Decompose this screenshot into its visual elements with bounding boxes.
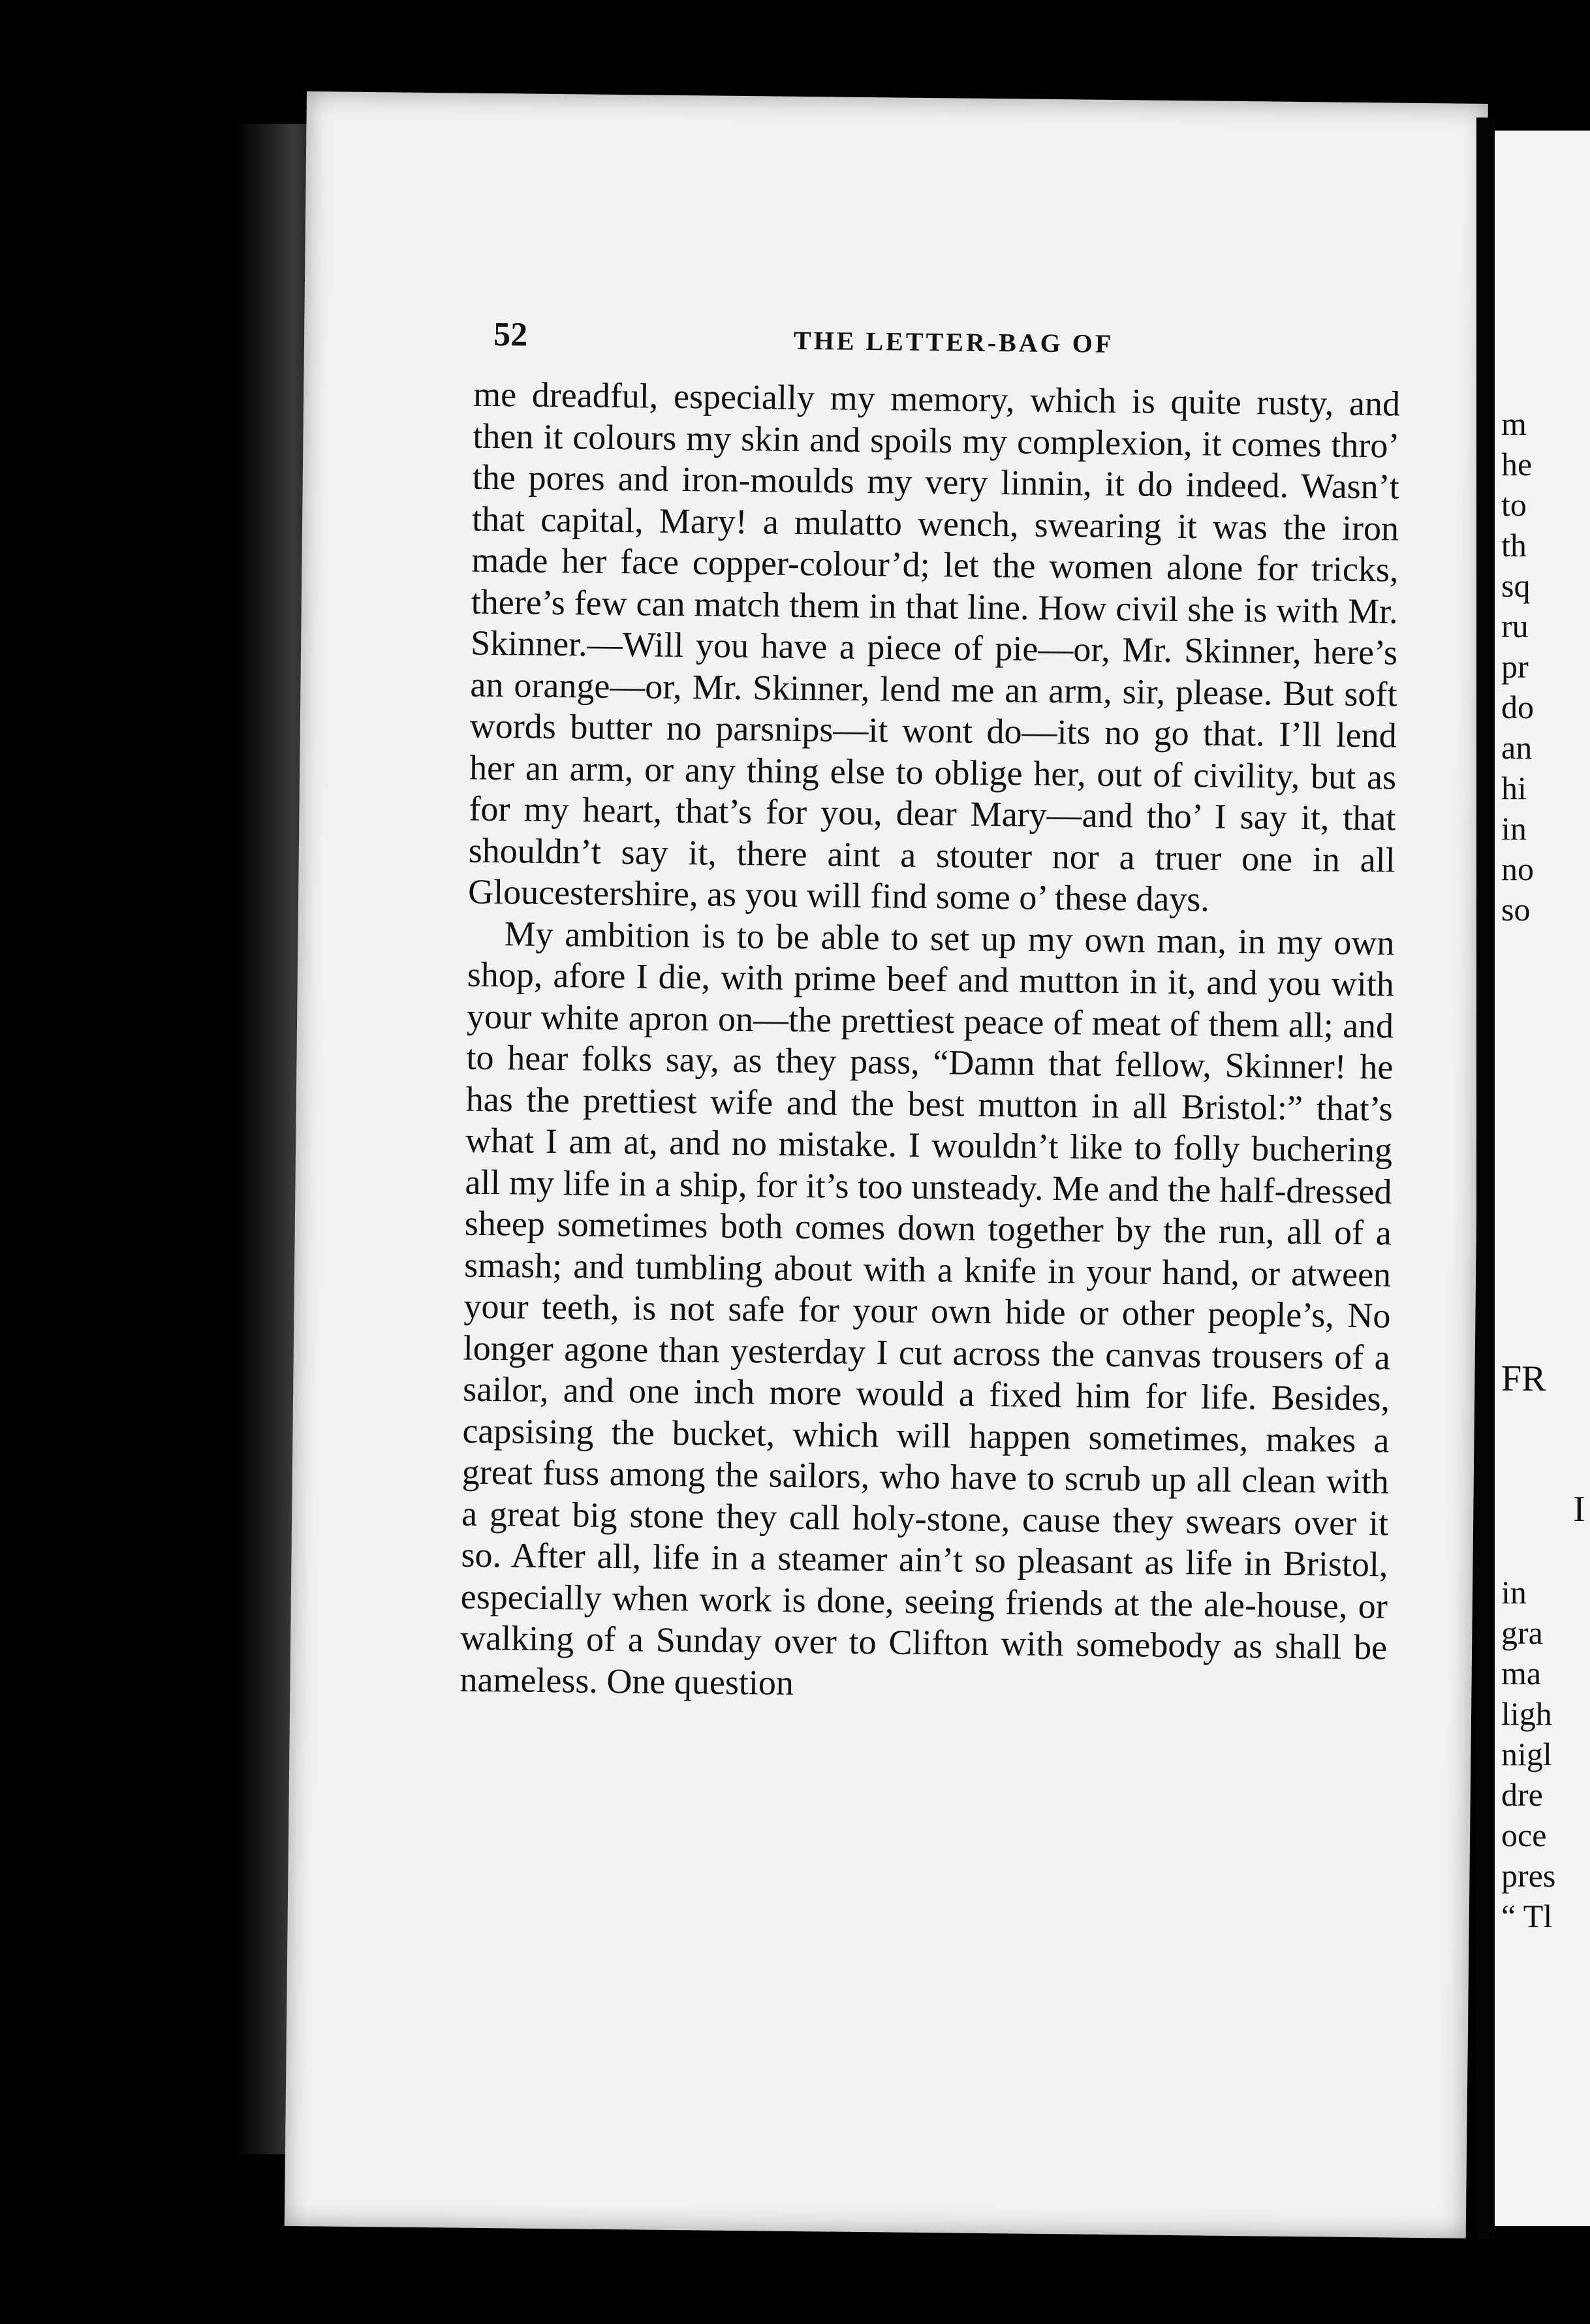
facing-page-fragment: “ Tl [1501, 1898, 1553, 1934]
running-head [493, 315, 1356, 377]
facing-page-heading-fragment: I [1573, 1489, 1585, 1530]
facing-page-heading-fragment: FR [1501, 1358, 1546, 1399]
facing-page-fragment: in [1501, 1574, 1527, 1610]
facing-page-fragment: to [1501, 486, 1527, 523]
facing-page-fragment: ligh [1501, 1695, 1552, 1732]
page-number: 52 [493, 316, 528, 354]
running-head-title: THE LETTER-BAG OF [793, 325, 1114, 358]
paragraph: me dreadful, especially my memory, which is quite rusty, and then it colours my skin and spoils my complexion, it comes thro’ the pores and iron-moulds my very linnin, it do indeed. Wasn’t that capital, Mary! a mulatto wench, swearing it was the iron made her face copper-colour’d; let the women alone for tricks, there’s few can match them in that line. How civil she is with Mr. Skinner.—Will you have a piece of pie—or, Mr. Skinner, here’s an orange—or, Mr. Skinner, lend me an arm, sir, please. But soft words butter no parsnips—it wont do—its no go that. I’ll lend her an arm, or any thing else to oblige her, out of civility, but as for my heart, that’s for you, dear Mary—and tho’ I say it, that shouldn’t say it, there aint a stouter nor a truer one in all Gloucestershire, as you will find some o’ these days. [467, 374, 1401, 919]
facing-page-fragment: so [1501, 891, 1531, 928]
facing-page-fragment: in [1501, 810, 1527, 847]
facing-page-fragment: oce [1501, 1817, 1547, 1853]
facing-page-fragment: do [1501, 689, 1534, 725]
facing-page-text-fragments [1501, 0, 1590, 2324]
facing-page-fragment: ru [1501, 608, 1529, 644]
page-gutter [1476, 118, 1495, 2239]
body-text [460, 374, 1400, 1710]
facing-page-fragment: m [1501, 405, 1527, 442]
facing-page-fragment: dre [1501, 1776, 1543, 1813]
facing-page-fragment: pres [1501, 1857, 1556, 1894]
facing-page-fragment: hi [1501, 770, 1527, 806]
facing-page-fragment: no [1501, 851, 1534, 887]
facing-page-fragment: pr [1501, 648, 1529, 685]
facing-page-fragment: he [1501, 446, 1533, 482]
facing-page-fragment: th [1501, 527, 1527, 563]
facing-page-fragment: sq [1501, 567, 1531, 604]
facing-page-fragment: ma [1501, 1655, 1542, 1691]
paragraph: My ambition is to be able to set up my own man, in my own shop, afore I die, with prime beef and mutton in it, and you with your white apron on—the prettiest peace of meat of them all; and to hear folks say, as they pass, “Damn that fellow, Skinner! he has the prettiest wife and the best mutton in all Bristol:” that’s what I am at, and no mistake. I wouldn’t like to folly buchering all my life in a ship, for it’s too unsteady. Me and the half-dressed sheep sometimes both comes down together by the run, all of a smash; and tumbling about with a knife in your hand, or atween your teeth, is not safe for your own hide or other people’s, No longer agone than yesterday I cut across the canvas trousers of a sailor, and one inch more would a fixed him for life. Besides, capsising the bucket, which will happen sometimes, makes a great fuss among the sailors, who have to scrub up all clean with a great big stone they call holy-stone, cause they swears over it so. After all, life in a steamer ain’t so pleasant as life in Bristol, especially when work is done, seeing friends at the ale-house, or walking of a Sunday over to Clifton with somebody as shall be nameless. One question [460, 913, 1395, 1703]
facing-page-fragment: an [1501, 729, 1533, 766]
facing-page-fragment: nigl [1501, 1736, 1552, 1772]
facing-page-fragment: gra [1501, 1614, 1543, 1651]
book-page [285, 91, 1488, 2238]
